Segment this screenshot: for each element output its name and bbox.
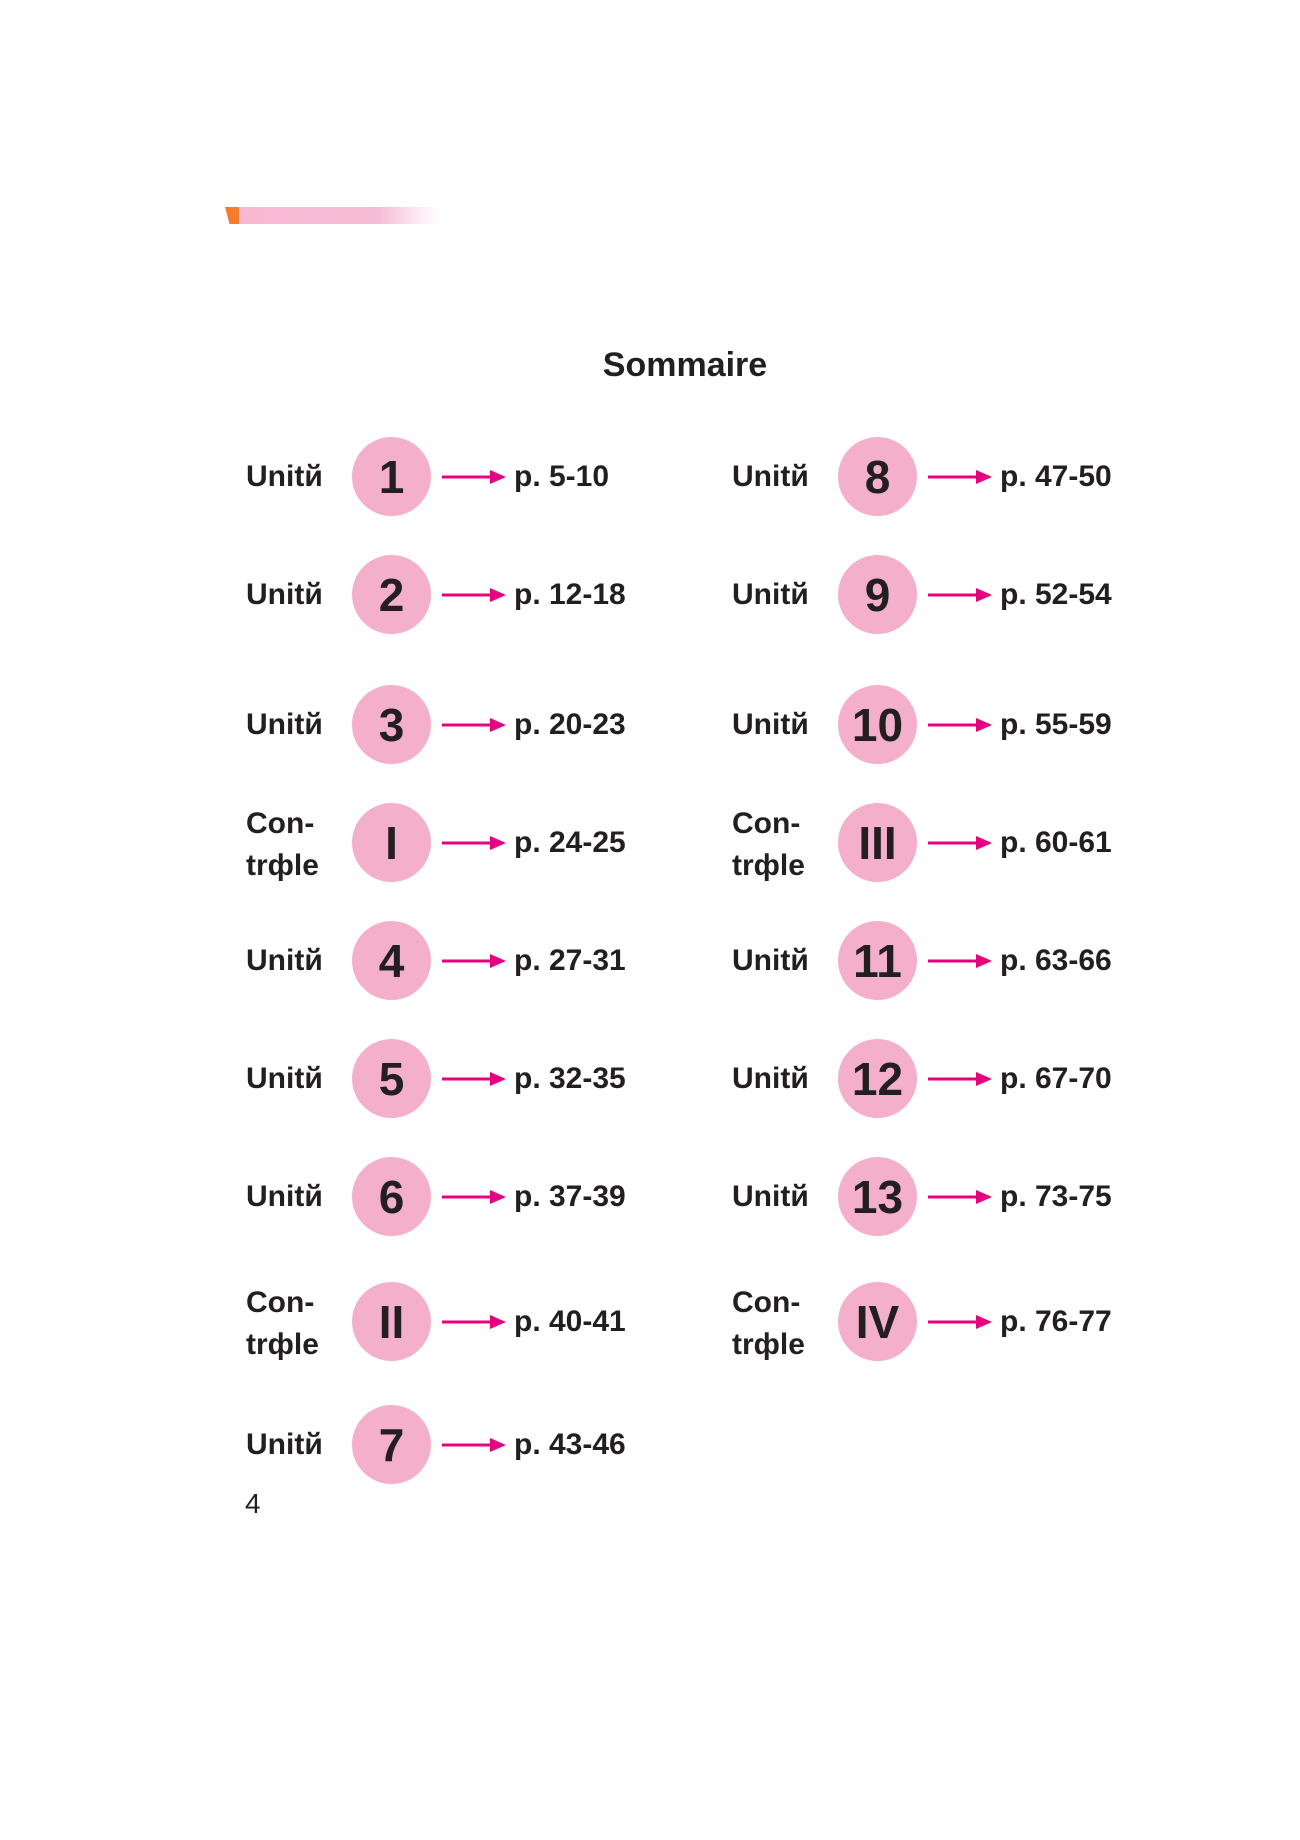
arrow-right-icon — [928, 1072, 992, 1086]
toc-entry-label — [246, 941, 336, 981]
page-range: p. 60-61 — [1000, 826, 1112, 859]
unit-number-badge: 4 — [352, 921, 431, 1000]
arrow-right-icon — [442, 1315, 506, 1329]
arrow-right-icon — [442, 1190, 506, 1204]
toc-entry-label-line1: Unitй — [246, 708, 323, 741]
page-range: p. 40-41 — [514, 1305, 626, 1338]
toc-entry-label — [246, 1282, 336, 1366]
page-title: Sommaire — [602, 346, 768, 384]
toc-entry-label — [246, 1425, 336, 1465]
toc-entry-label-line2: trфle — [246, 849, 319, 882]
section-tab-marker — [225, 207, 445, 224]
arrow-right-icon — [928, 1190, 992, 1204]
arrow-right-icon — [442, 718, 506, 732]
toc-entry-label-line1: Unitй — [732, 1180, 809, 1213]
arrow-right-icon — [928, 470, 992, 484]
toc-entry-label — [732, 1177, 822, 1217]
toc-entry-label-line2: trфle — [732, 1328, 805, 1361]
arrow-right-icon — [442, 1438, 506, 1452]
unit-number-badge: III — [838, 803, 917, 882]
toc-entry-label — [246, 1177, 336, 1217]
arrow-right-icon — [928, 954, 992, 968]
toc-entry-label-line1: Unitй — [246, 1180, 323, 1213]
page-range: p. 63-66 — [1000, 944, 1112, 977]
arrow-right-icon — [442, 954, 506, 968]
arrow-right-icon — [442, 470, 506, 484]
toc-entry-label-line1: Unitй — [732, 578, 809, 611]
unit-number-badge: 12 — [838, 1039, 917, 1118]
toc-entry-label — [246, 457, 336, 497]
unit-number-badge: 5 — [352, 1039, 431, 1118]
toc-entry-label-line1: Unitй — [246, 1428, 323, 1461]
toc-entry-label — [732, 1059, 822, 1099]
unit-number-badge: 11 — [838, 921, 917, 1000]
page-range: p. 76-77 — [1000, 1305, 1112, 1338]
unit-number-badge: 13 — [838, 1157, 917, 1236]
toc-entry-label-line1: Con- — [732, 1286, 801, 1319]
arrow-right-icon — [442, 588, 506, 602]
unit-number-badge: 8 — [838, 437, 917, 516]
unit-number-badge: 10 — [838, 685, 917, 764]
toc-entry-label-line1: Unitй — [732, 1062, 809, 1095]
page-range: p. 37-39 — [514, 1180, 626, 1213]
unit-number-badge: 9 — [838, 555, 917, 634]
toc-entry-label — [732, 705, 822, 745]
page-number: 4 — [245, 1488, 261, 1519]
toc-entry-label — [246, 575, 336, 615]
toc-entry-label-line1: Unitй — [732, 708, 809, 741]
toc-entry-label-line1: Unitй — [732, 944, 809, 977]
page-range: p. 52-54 — [1000, 578, 1112, 611]
toc-entry-label-line2: trфle — [732, 849, 805, 882]
toc-entry-label-line1: Unitй — [732, 460, 809, 493]
arrow-right-icon — [928, 836, 992, 850]
toc-entry-label — [732, 803, 822, 887]
toc-entry-label — [246, 1059, 336, 1099]
page-range: p. 32-35 — [514, 1062, 626, 1095]
page-range: p. 43-46 — [514, 1428, 626, 1461]
arrow-right-icon — [442, 836, 506, 850]
toc-entry-label-line1: Unitй — [246, 460, 323, 493]
unit-number-badge: 1 — [352, 437, 431, 516]
tab-marker-pink — [239, 207, 439, 224]
toc-entry-label — [246, 803, 336, 887]
toc-entry-label-line1: Con- — [246, 807, 315, 840]
arrow-right-icon — [928, 718, 992, 732]
page-range: p. 27-31 — [514, 944, 626, 977]
unit-number-badge: IV — [838, 1282, 917, 1361]
page-range: p. 73-75 — [1000, 1180, 1112, 1213]
page-range: p. 24-25 — [514, 826, 626, 859]
toc-entry-label — [732, 1282, 822, 1366]
page-range: p. 47-50 — [1000, 460, 1112, 493]
toc-entry-label-line1: Unitй — [246, 1062, 323, 1095]
toc-entry-label-line1: Unitй — [246, 944, 323, 977]
arrow-right-icon — [928, 588, 992, 602]
arrow-right-icon — [928, 1315, 992, 1329]
toc-entry-label — [732, 941, 822, 981]
toc-entry-label-line2: trфle — [246, 1328, 319, 1361]
page-range: p. 55-59 — [1000, 708, 1112, 741]
unit-number-badge: 3 — [352, 685, 431, 764]
toc-entry-label — [246, 705, 336, 745]
toc-entry-label-line1: Con- — [246, 1286, 315, 1319]
unit-number-badge: 6 — [352, 1157, 431, 1236]
unit-number-badge: I — [352, 803, 431, 882]
toc-entry-label-line1: Con- — [732, 807, 801, 840]
page-range: p. 12-18 — [514, 578, 626, 611]
toc-entry-label-line1: Unitй — [246, 578, 323, 611]
unit-number-badge: 7 — [352, 1405, 431, 1484]
unit-number-badge: 2 — [352, 555, 431, 634]
unit-number-badge: II — [352, 1282, 431, 1361]
toc-entry-label — [732, 575, 822, 615]
page-range: p. 5-10 — [514, 460, 610, 493]
page-range: p. 67-70 — [1000, 1062, 1112, 1095]
arrow-right-icon — [442, 1072, 506, 1086]
toc-entry-label — [732, 457, 822, 497]
page-range: p. 20-23 — [514, 708, 626, 741]
